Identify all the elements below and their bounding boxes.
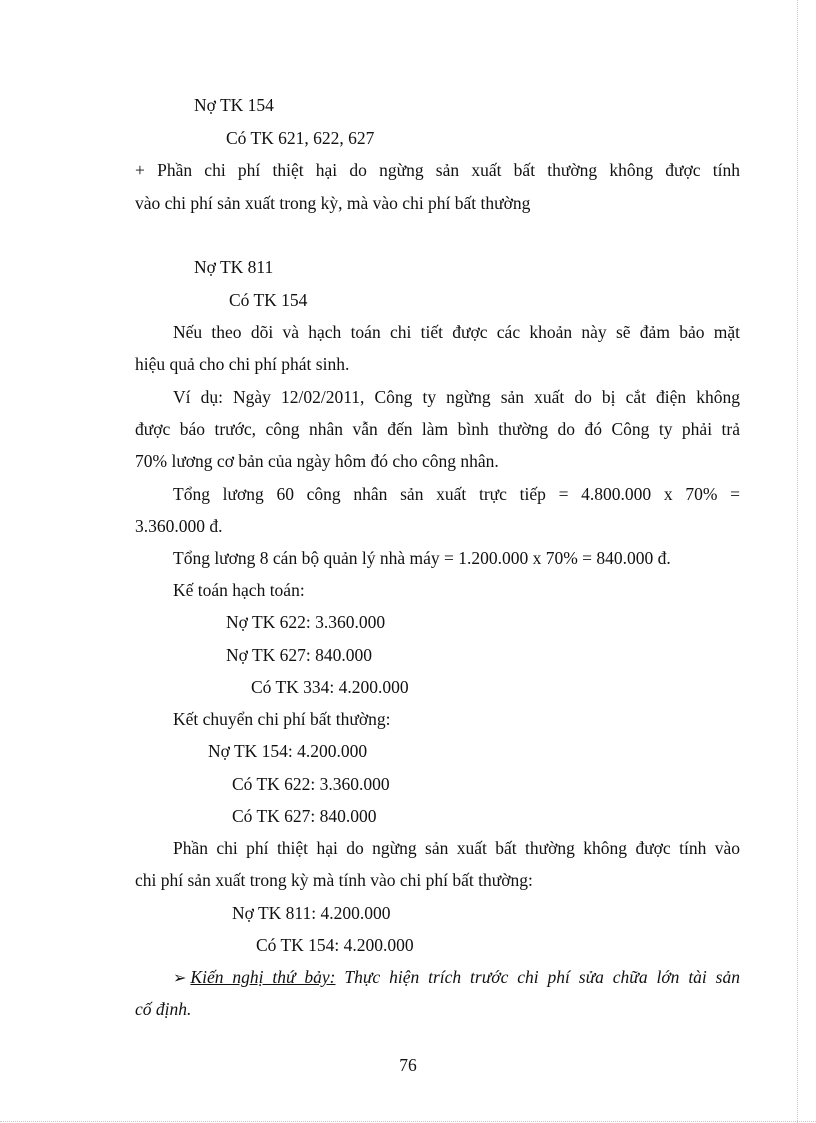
paragraph-line: chi phí sản xuất trong kỳ mà tính vào chi phí bất thường: <box>135 870 533 890</box>
entry-debit-811: Nợ TK 811 <box>194 257 274 277</box>
recommendation-line <box>173 966 740 989</box>
recommendation-text: Thực hiện trích trước chi phí sửa chữa lớn tài sản <box>344 967 740 987</box>
entry-debit-154: Nợ TK 154: 4.200.000 <box>208 741 368 761</box>
entry-credit-154: Có TK 154: 4.200.000 <box>256 935 414 955</box>
paragraph-line: Tổng lương 60 công nhân sản xuất trực tiếp = 4.800.000 x 70% = <box>173 484 740 504</box>
entry-credit-622: Có TK 622: 3.360.000 <box>232 774 390 794</box>
page-border-right <box>797 0 798 1123</box>
recommendation-label: Kiến nghị thứ bảy: <box>190 967 336 987</box>
page-border-bottom <box>0 1121 816 1122</box>
paragraph-line: Phần chi phí thiệt hại do ngừng sản xuất bất thường không được tính vào <box>173 838 740 858</box>
paragraph-line: 70% lương cơ bản của ngày hôm đó cho công nhân. <box>135 451 499 471</box>
paragraph-line: Kết chuyển chi phí bất thường: <box>173 709 391 729</box>
entry-credit-627: Có TK 627: 840.000 <box>232 806 377 826</box>
arrow-bullet-icon: ➢ <box>173 968 187 987</box>
entry-debit-622: Nợ TK 622: 3.360.000 <box>226 612 386 632</box>
paragraph-line: 3.360.000 đ. <box>135 516 223 536</box>
paragraph-line: hiệu quả cho chi phí phát sinh. <box>135 354 350 374</box>
entry-debit-154: Nợ TK 154 <box>194 95 274 115</box>
page-number: 76 <box>399 1055 417 1075</box>
paragraph-line: vào chi phí sản xuất trong kỳ, mà vào chi phí bất thường <box>135 193 531 213</box>
paragraph-line: Ví dụ: Ngày 12/02/2011, Công ty ngừng sản xuất do bị cắt điện không <box>173 387 740 407</box>
paragraph-line: + Phần chi phí thiệt hại do ngừng sản xuất bất thường không được tính <box>135 160 740 180</box>
paragraph-line: Nếu theo dõi và hạch toán chi tiết được các khoản này sẽ đảm bảo mặt <box>173 322 740 342</box>
entry-credit-621-622-627: Có TK 621, 622, 627 <box>226 128 375 148</box>
paragraph-line: được báo trước, công nhân vẫn đến làm bình thường do đó Công ty phải trả <box>135 419 740 439</box>
entry-credit-334: Có TK 334: 4.200.000 <box>251 677 409 697</box>
entry-debit-811: Nợ TK 811: 4.200.000 <box>232 903 391 923</box>
paragraph-line: Tổng lương 8 cán bộ quản lý nhà máy = 1.200.000 x 70% = 840.000 đ. <box>173 548 671 568</box>
recommendation-line-cont: cố định. <box>135 999 192 1019</box>
entry-debit-627: Nợ TK 627: 840.000 <box>226 645 373 665</box>
paragraph-line: Kế toán hạch toán: <box>173 580 305 600</box>
entry-credit-154: Có TK 154 <box>229 290 308 310</box>
